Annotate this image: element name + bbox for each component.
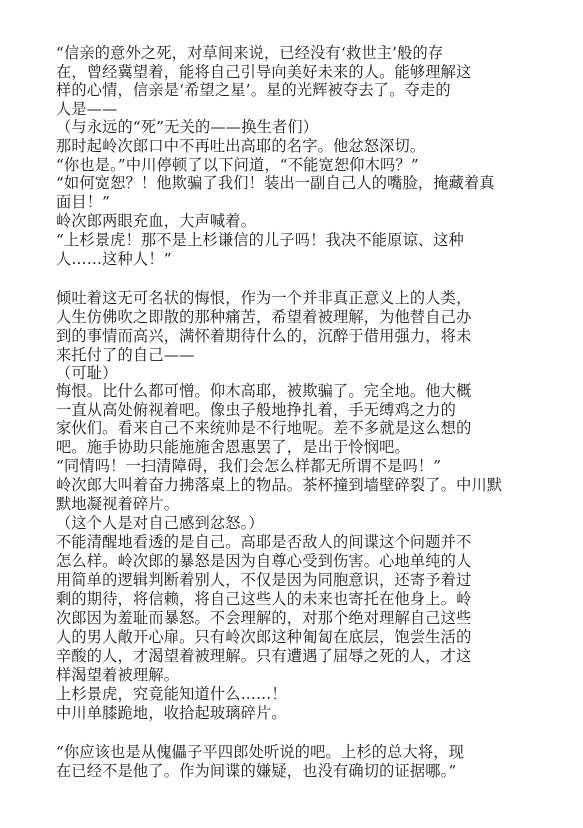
text-line: （这个人是对自己感到忿怒。） <box>56 514 264 532</box>
text-line: 到的事情而高兴，满怀着期待什么的，沉醉于借用强力，将未 <box>56 327 472 345</box>
text-line: 一直从高处俯视着吧。像虫子般地挣扎着，手无缚鸡之力的 <box>56 401 457 419</box>
text-line: 次郎因为羞耻而暴怒。不会理解的，对那个绝对理解自己这些 <box>56 609 472 627</box>
text-line: 样的心情，信亲是‘希望之星’。星的光辉被夺去了。夺走的 <box>56 81 451 99</box>
text-line: 怎么样。岭次郎的暴怒是因为自尊心受到伤害。心地单纯的人 <box>56 552 472 570</box>
text-line: “上杉景虎！那不是上杉谦信的儿子吗！我决不能原谅、这种 <box>56 231 465 249</box>
text-line: “你也是。”中川停顿了以下问道，“不能宽恕仰木吗？” <box>56 156 419 174</box>
text-line: “如何宽恕？！他欺骗了我们！装出一副自己人的嘴脸，掩藏着真 <box>56 174 495 192</box>
text-line: 上杉景虎，究竟能知道什么……！ <box>56 685 287 703</box>
text-line: “同情吗！一扫清障碍，我们会怎么样都无所谓不是吗！” <box>56 457 442 475</box>
text-line: 人生仿佛吹之即散的那种痛苦，希望着被理解，为他替自己办 <box>56 308 472 326</box>
text-line: 中川单膝跪地，收拾起玻璃碎片。 <box>56 704 287 722</box>
text-line: 剩的期待，将信赖，将自己这些人的未来也寄托在他身上。岭 <box>56 590 472 608</box>
text-line: （可耻） <box>56 364 118 382</box>
text-line: 岭次郎两眼充血，大声喊着。 <box>56 212 257 230</box>
text-line: 默地凝视着碎片。 <box>56 495 180 513</box>
text-line: 来托付了的自己—— <box>56 346 195 364</box>
text-line: 用简单的逻辑判断着别人，不仅是因为同胞意识，还寄予着过 <box>56 571 472 589</box>
text-line: 那时起岭次郎口中不再吐出高耶的名字。他忿怒深切。 <box>56 137 426 155</box>
text-line: 岭次郎大叫着奋力拂落桌上的物品。茶杯撞到墙壁碎裂了。中川默 <box>56 476 503 494</box>
text-line: 人的男人敞开心扉。只有岭次郎这种匍匐在底层，饱尝生活的 <box>56 628 472 646</box>
text-line: 吧。施手协助只能施施舍恩惠罢了，是出于怜悯吧。 <box>56 438 410 456</box>
text-line: 辛酸的人，才渴望着被理解。只有遭遇了屈辱之死的人，才这 <box>56 647 472 665</box>
text-line: 面目！” <box>56 193 111 211</box>
text-line: 不能清醒地看透的是自己。高耶是否敌人的间谍这个问题并不 <box>56 533 472 551</box>
text-line: 在，曾经冀望着，能将自己引导向美好未来的人。能够理解这 <box>56 63 472 81</box>
text-line: “你应该也是从傀儡子平四郎处听说的吧。上杉的总大将，现 <box>56 743 465 761</box>
text-line: 倾吐着这无可名状的悔恨，作为一个并非真正意义上的人类， <box>56 289 472 307</box>
text-line: 家伙们。看来自己不来统帅是不行地呢。差不多就是这么想的 <box>56 419 472 437</box>
text-line: 人是—— <box>56 100 118 118</box>
text-line: （与永远的“死”无关的——换生者们） <box>56 118 319 136</box>
text-line: 悔恨。比什么都可憎。仰木高耶，被欺骗了。完全地。他大概 <box>56 382 472 400</box>
text-line: 在已经不是他了。作为间谍的嫌疑，也没有确切的证据哪。” <box>56 762 457 780</box>
text-line: 人……这种人！” <box>56 250 172 268</box>
text-line: 样渴望着被理解。 <box>56 666 180 684</box>
text-line: “信亲的意外之死，对草间来说，已经没有‘救世主’般的存 <box>56 44 444 62</box>
